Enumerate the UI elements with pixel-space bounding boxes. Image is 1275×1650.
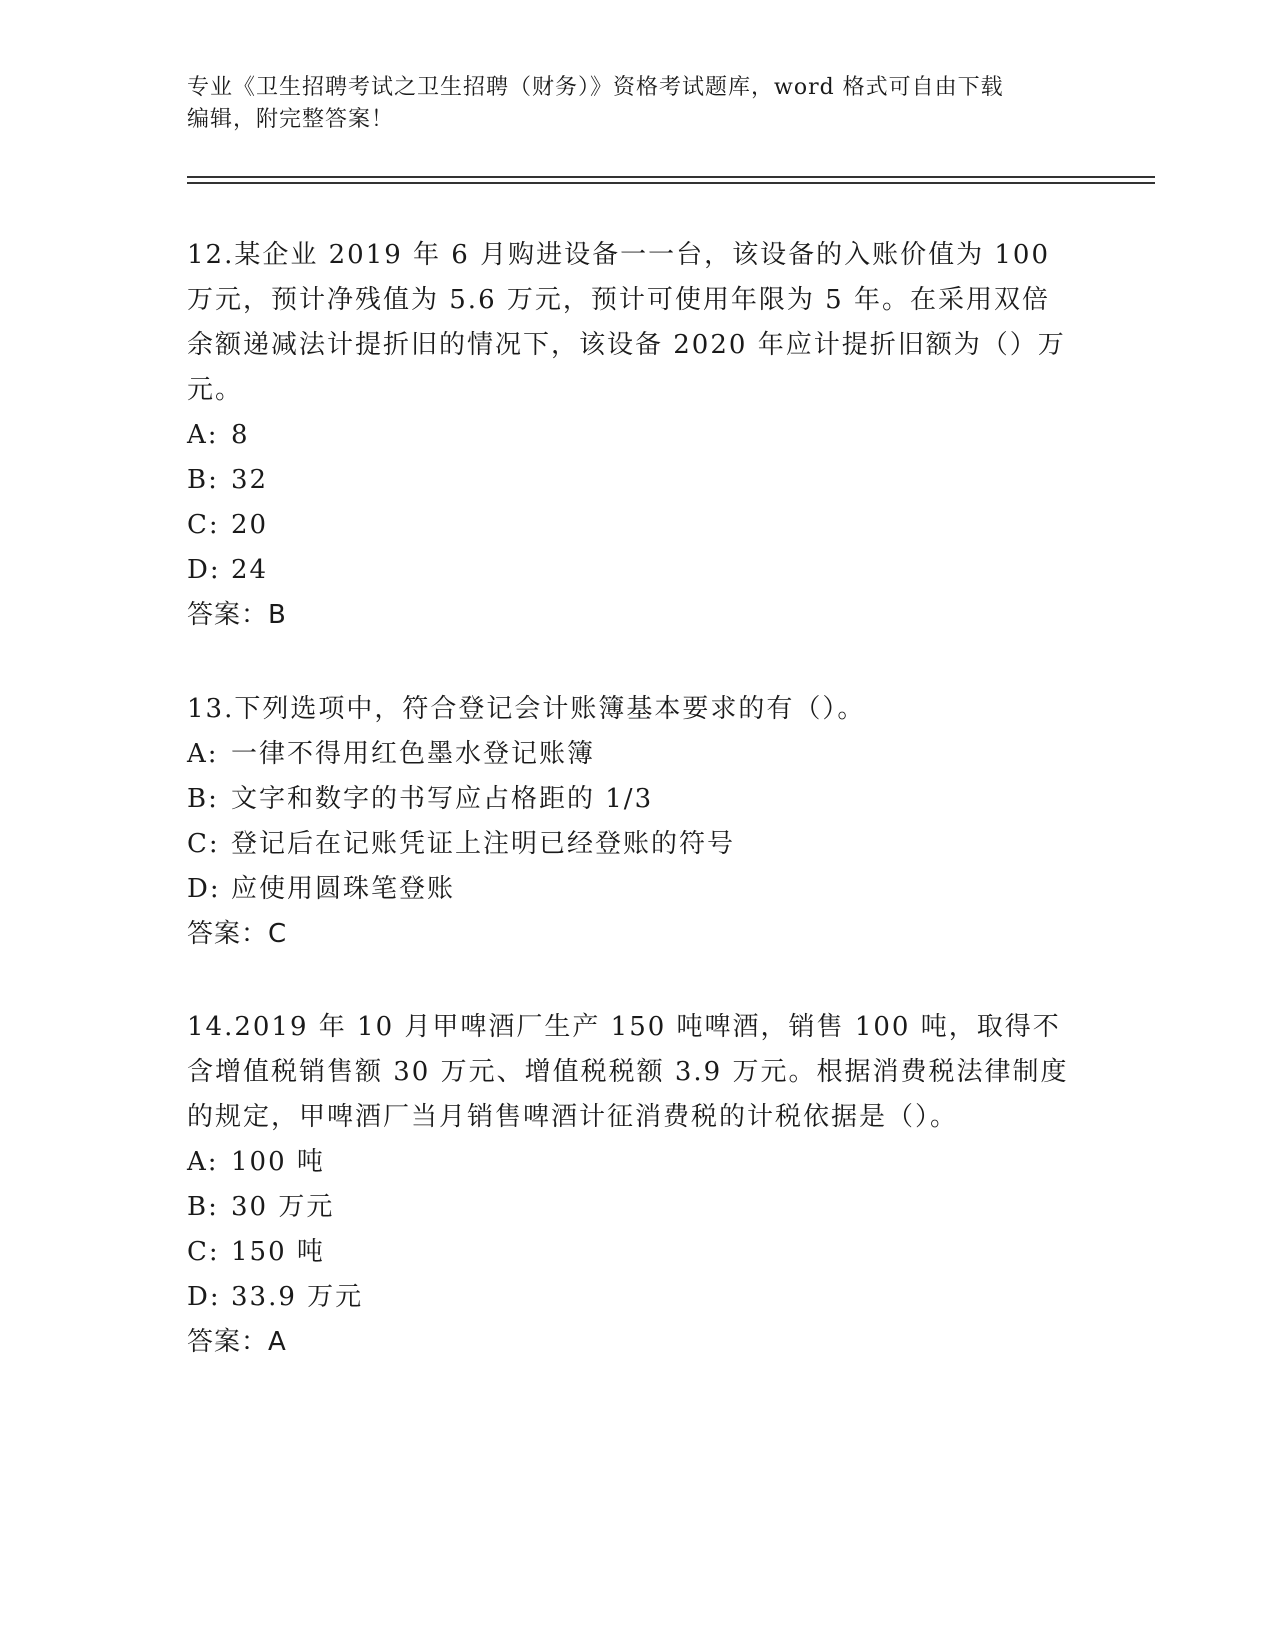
option-text: 8: [231, 420, 250, 450]
option-text: 100 吨: [231, 1147, 325, 1177]
option-letter: C:: [187, 1237, 220, 1267]
option-text: 应使用圆珠笔登账: [231, 874, 456, 904]
option-text: 文字和数字的书写应占格距的 1/3: [231, 784, 654, 814]
option-text: 150 吨: [231, 1237, 325, 1267]
option-a: [187, 413, 1077, 458]
option-c: [187, 1230, 1077, 1275]
answer: 答案：C: [187, 919, 288, 949]
option-c: [187, 822, 1077, 867]
option-letter: B:: [187, 465, 219, 495]
option-c: [187, 503, 1077, 548]
header-line-2: 编辑，附完整答案！: [187, 107, 395, 132]
option-letter: B:: [187, 1192, 219, 1222]
header-divider-top: [187, 176, 1155, 178]
option-letter: A:: [187, 420, 219, 450]
option-text: 一律不得用红色墨水登记账簿: [231, 739, 596, 769]
question-stem: 13.下列选项中，符合登记会计账簿基本要求的有（）。: [187, 694, 866, 724]
option-letter: A:: [187, 739, 219, 769]
option-text: 20: [231, 510, 269, 540]
option-d: [187, 1275, 1077, 1320]
option-a: [187, 1140, 1077, 1185]
option-letter: B:: [187, 784, 219, 814]
option-b: [187, 777, 1077, 822]
header-divider-bottom: [187, 182, 1155, 184]
option-letter: D:: [187, 555, 221, 585]
question-12: [187, 233, 1077, 638]
question-stem: 14.2019 年 10 月甲啤酒厂生产 150 吨啤酒，销售 100 吨，取得不含增值税销售额 30 万元、增值税税额 3.9 万元。根据消费税法律制度的规定，甲啤酒厂当月销售啤酒计征消费税的计税依据是（）。: [187, 1012, 1069, 1132]
header-line-1: 专业《卫生招聘考试之卫生招聘（财务）》资格考试题库，word 格式可自由下载: [187, 75, 1004, 100]
option-d: [187, 867, 1077, 912]
question-stem: 12.某企业 2019 年 6 月购进设备一一台，该设备的入账价值为 100 万元，预计净残值为 5.6 万元，预计可使用年限为 5 年。在采用双倍余额递减法计提折旧的情况下，该设备 2020 年应计提折旧额为（）万元。: [187, 240, 1066, 405]
option-a: [187, 732, 1077, 777]
option-b: [187, 458, 1077, 503]
question-13: [187, 687, 1077, 957]
option-text: 33.9 万元: [231, 1282, 364, 1312]
option-letter: D:: [187, 1282, 221, 1312]
option-letter: A:: [187, 1147, 219, 1177]
option-text: 30 万元: [231, 1192, 335, 1222]
option-d: [187, 548, 1077, 593]
option-text: 登记后在记账凭证上注明已经登账的符号: [231, 829, 736, 859]
option-text: 32: [231, 465, 269, 495]
question-14: [187, 1005, 1077, 1365]
option-b: [187, 1185, 1077, 1230]
option-letter: C:: [187, 510, 220, 540]
option-text: 24: [231, 555, 269, 585]
document-header: [187, 72, 1067, 136]
option-letter: D:: [187, 874, 221, 904]
answer: 答案：B: [187, 600, 287, 630]
answer: 答案：A: [187, 1327, 287, 1357]
option-letter: C:: [187, 829, 220, 859]
